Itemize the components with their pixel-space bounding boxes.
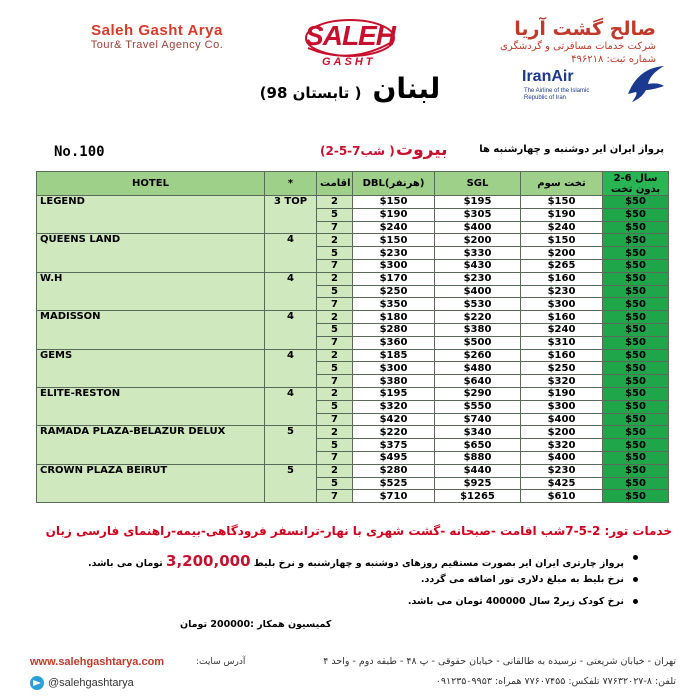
note-infant-rate: نرخ کودک زیر2 سال 400000 تومان می باشد.: [407, 596, 624, 607]
hotel-star-cell: 5: [265, 426, 317, 464]
telegram-icon: [30, 676, 44, 690]
child-price-cell: $50: [603, 439, 669, 452]
nights-cell: 7: [317, 375, 353, 388]
nights-cell: 7: [317, 490, 353, 503]
column-header-star: *: [265, 172, 317, 196]
child-price-cell: $50: [603, 285, 669, 298]
sgl-price-cell: $440: [435, 464, 521, 477]
table-row: [37, 464, 669, 477]
dbl-price-cell: $150: [353, 196, 435, 209]
dbl-price-cell: $280: [353, 323, 435, 336]
sgl-price-cell: $500: [435, 336, 521, 349]
iranair-logo: [520, 64, 680, 108]
sgl-price-cell: $1265: [435, 490, 521, 503]
sgl-price-cell: $230: [435, 272, 521, 285]
child-price-cell: $50: [603, 464, 669, 477]
child-price-cell: $50: [603, 387, 669, 400]
nights-cell: 2: [317, 426, 353, 439]
dbl-price-cell: $360: [353, 336, 435, 349]
flight-info: پرواز ایران ایر دوشنبه و چهارشنبه ها: [479, 144, 664, 155]
tour-subline: [40, 140, 670, 164]
third-bed-price-cell: $425: [521, 477, 603, 490]
note-ticket-added: نرخ بلیط به مبلغ دلاری تور اضافه می گردد.: [420, 574, 624, 585]
third-bed-price-cell: $200: [521, 426, 603, 439]
list-item: [80, 574, 640, 596]
bullet-icon: [633, 577, 638, 582]
third-bed-price-cell: $320: [521, 439, 603, 452]
dbl-price-cell: $300: [353, 362, 435, 375]
nights-cell: 2: [317, 464, 353, 477]
dbl-price-cell: $195: [353, 387, 435, 400]
sgl-price-cell: $650: [435, 439, 521, 452]
logo-wordmark: SALEH: [305, 20, 395, 51]
child-price-cell: $50: [603, 247, 669, 260]
child-price-cell: $50: [603, 362, 669, 375]
bullet-icon: [633, 599, 638, 604]
iranair-tagline: The Airline of the Islamic Republic of Iran: [524, 88, 590, 101]
website-link[interactable]: www.salehgashtarya.com: [30, 656, 165, 668]
list-item: [80, 552, 640, 574]
agency-persian-block: [486, 18, 656, 66]
third-bed-price-cell: $400: [521, 413, 603, 426]
agency-english-subtitle: Tour& Travel Agency Co.: [90, 39, 224, 51]
logo-subword: GASHT: [322, 56, 376, 68]
nights-cell: 5: [317, 477, 353, 490]
sgl-price-cell: $640: [435, 375, 521, 388]
nights-label: (2-5-7شب ): [320, 144, 395, 158]
page-footer: [0, 650, 700, 700]
third-bed-price-cell: $230: [521, 285, 603, 298]
third-bed-price-cell: $265: [521, 259, 603, 272]
table-row: [37, 196, 669, 209]
column-header-stay: اقامت: [317, 172, 353, 196]
nights-cell: 2: [317, 234, 353, 247]
dbl-price-cell: $710: [353, 490, 435, 503]
dbl-price-cell: $525: [353, 477, 435, 490]
child-price-cell: $50: [603, 349, 669, 362]
dbl-price-cell: $240: [353, 221, 435, 234]
dbl-price-cell: $350: [353, 298, 435, 311]
hotel-star-cell: 5: [265, 464, 317, 502]
child-price-cell: $50: [603, 196, 669, 209]
child-price-cell: $50: [603, 400, 669, 413]
sgl-price-cell: $740: [435, 413, 521, 426]
child-price-cell: $50: [603, 259, 669, 272]
agency-registration: شماره ثبت: ۴۹۶۲۱۸: [571, 54, 656, 65]
nights-cell: 5: [317, 323, 353, 336]
third-bed-price-cell: $300: [521, 298, 603, 311]
dbl-price-cell: $180: [353, 311, 435, 324]
tour-number: No.100: [54, 144, 105, 160]
homa-bird-icon: [624, 64, 668, 106]
table-row: [37, 349, 669, 362]
agency-persian-name: صالح گشت آریا: [514, 18, 656, 40]
dbl-price-cell: $300: [353, 259, 435, 272]
child-price-cell: $50: [603, 208, 669, 221]
third-bed-price-cell: $160: [521, 311, 603, 324]
column-header-dbl: DBL(هرنفر): [353, 172, 435, 196]
third-bed-price-cell: $160: [521, 272, 603, 285]
nights-cell: 2: [317, 349, 353, 362]
third-bed-price-cell: $610: [521, 490, 603, 503]
hotel-name-cell: RAMADA PLAZA-BELAZUR DELUX: [37, 426, 265, 464]
dbl-price-cell: $280: [353, 464, 435, 477]
nights-cell: 5: [317, 439, 353, 452]
child-price-cell: $50: [603, 298, 669, 311]
hotel-name-cell: W.H: [37, 272, 265, 310]
child-price-cell: $50: [603, 490, 669, 503]
sgl-price-cell: $380: [435, 323, 521, 336]
sgl-price-cell: $550: [435, 400, 521, 413]
nights-cell: 7: [317, 451, 353, 464]
hotel-name-cell: GEMS: [37, 349, 265, 387]
sgl-price-cell: $305: [435, 208, 521, 221]
sgl-price-cell: $220: [435, 311, 521, 324]
child-price-cell: $50: [603, 336, 669, 349]
hotel-name-cell: ELITE-RESTON: [37, 387, 265, 425]
third-bed-price-cell: $150: [521, 196, 603, 209]
table-row: [37, 426, 669, 439]
agency-persian-subtitle: شرکت خدمات مسافرتی و گردشگری: [500, 41, 656, 52]
sgl-price-cell: $480: [435, 362, 521, 375]
third-bed-price-cell: $230: [521, 464, 603, 477]
third-bed-price-cell: $250: [521, 362, 603, 375]
partner-commission: کمیسیون همکار :200000 تومان: [180, 619, 332, 630]
dbl-price-cell: $170: [353, 272, 435, 285]
nights-cell: 7: [317, 259, 353, 272]
dbl-price-cell: $230: [353, 247, 435, 260]
table-row: [37, 311, 669, 324]
sgl-price-cell: $195: [435, 196, 521, 209]
third-bed-price-cell: $190: [521, 208, 603, 221]
column-header-child: 2-6 سال بدون تخت: [603, 172, 669, 196]
sgl-price-cell: $200: [435, 234, 521, 247]
social-handle[interactable]: [30, 676, 134, 690]
hotel-star-cell: 4: [265, 234, 317, 272]
website-label: آدرس سایت:: [196, 657, 246, 667]
hotel-name-cell: LEGEND: [37, 196, 265, 234]
sgl-price-cell: $530: [435, 298, 521, 311]
list-item: [80, 596, 640, 618]
ticket-price: 3,200,000: [166, 552, 251, 570]
child-price-cell: $50: [603, 375, 669, 388]
sgl-price-cell: $340: [435, 426, 521, 439]
saleh-gasht-logo: [300, 8, 400, 80]
child-price-cell: $50: [603, 221, 669, 234]
third-bed-price-cell: $320: [521, 375, 603, 388]
rates-table: [36, 171, 669, 503]
page-header: [0, 0, 700, 112]
child-price-cell: $50: [603, 323, 669, 336]
destination-title: لبنان: [372, 72, 441, 105]
hotel-name-cell: QUEENS LAND: [37, 234, 265, 272]
third-bed-price-cell: $240: [521, 221, 603, 234]
dbl-price-cell: $220: [353, 426, 435, 439]
dbl-price-cell: $150: [353, 234, 435, 247]
rates-table-body: [37, 196, 669, 503]
tour-services: خدمات تور: 2-5-7شب اقامت -صبحانه -گشت شهری با نهار-ترانسفر فرودگاهی-بیمه-راهنمای فارسی زبان: [45, 524, 672, 538]
dbl-price-cell: $190: [353, 208, 435, 221]
third-bed-price-cell: $400: [521, 451, 603, 464]
table-row: [37, 234, 669, 247]
third-bed-price-cell: $150: [521, 234, 603, 247]
nights-cell: 5: [317, 285, 353, 298]
sgl-price-cell: $925: [435, 477, 521, 490]
social-handle-text: @salehgashtarya: [48, 676, 134, 689]
child-price-cell: $50: [603, 234, 669, 247]
nights-cell: 5: [317, 247, 353, 260]
child-price-cell: $50: [603, 311, 669, 324]
nights-cell: 7: [317, 221, 353, 234]
column-header-third-bed: تخت سوم: [521, 172, 603, 196]
third-bed-price-cell: $240: [521, 323, 603, 336]
nights-cell: 2: [317, 272, 353, 285]
nights-cell: 5: [317, 208, 353, 221]
sgl-price-cell: $400: [435, 221, 521, 234]
dbl-price-cell: $250: [353, 285, 435, 298]
third-bed-price-cell: $310: [521, 336, 603, 349]
child-price-cell: $50: [603, 477, 669, 490]
phone-numbers: تلفن: ۸-۷۷۶۳۲۰۲۷ تلفکس: ۷۷۶۰۷۴۵۵ همراه: ۰۹۱۲۳۵۰۹۹۵۳: [435, 676, 676, 687]
dbl-price-cell: $420: [353, 413, 435, 426]
sgl-price-cell: $260: [435, 349, 521, 362]
nights-cell: 7: [317, 336, 353, 349]
dbl-price-cell: $320: [353, 400, 435, 413]
dbl-price-cell: $495: [353, 451, 435, 464]
nights-cell: 2: [317, 311, 353, 324]
child-price-cell: $50: [603, 272, 669, 285]
city-label: بیروت: [396, 140, 448, 160]
hotel-star-cell: 4: [265, 272, 317, 310]
nights-cell: 2: [317, 387, 353, 400]
bullet-icon: [633, 555, 638, 560]
table-row: [37, 272, 669, 285]
agency-english-block: [72, 22, 242, 51]
hotel-star-cell: 4: [265, 311, 317, 349]
address-text: تهران - خیابان شریعتی - نرسیده به طالقانی - خیابان حقوقی - پ ۴۸ - طبقه دوم - واحد ۴: [323, 656, 676, 667]
sgl-price-cell: $290: [435, 387, 521, 400]
column-header-hotel: HOTEL: [37, 172, 265, 196]
third-bed-price-cell: $190: [521, 387, 603, 400]
page-title: [200, 72, 500, 112]
third-bed-price-cell: $300: [521, 400, 603, 413]
nights-cell: 7: [317, 413, 353, 426]
dbl-price-cell: $185: [353, 349, 435, 362]
nights-cell: 5: [317, 362, 353, 375]
sgl-price-cell: $330: [435, 247, 521, 260]
table-row: [37, 387, 669, 400]
dbl-price-cell: $380: [353, 375, 435, 388]
hotel-star-cell: 3 TOP: [265, 196, 317, 234]
dbl-price-cell: $375: [353, 439, 435, 452]
third-bed-price-cell: $160: [521, 349, 603, 362]
notes-list: [80, 552, 640, 618]
child-price-cell: $50: [603, 426, 669, 439]
child-price-cell: $50: [603, 413, 669, 426]
hotel-star-cell: 4: [265, 387, 317, 425]
sgl-price-cell: $400: [435, 285, 521, 298]
note-flight-tail: تومان می باشد.: [87, 558, 163, 569]
nights-cell: 5: [317, 400, 353, 413]
sgl-price-cell: $430: [435, 259, 521, 272]
nights-cell: 7: [317, 298, 353, 311]
third-bed-price-cell: $200: [521, 247, 603, 260]
sgl-price-cell: $880: [435, 451, 521, 464]
nights-cell: 2: [317, 196, 353, 209]
column-header-sgl: SGL: [435, 172, 521, 196]
hotel-star-cell: 4: [265, 349, 317, 387]
hotel-name-cell: MADISSON: [37, 311, 265, 349]
child-price-cell: $50: [603, 451, 669, 464]
iranair-brand: IranAir: [522, 68, 574, 85]
season-label: ( تابستان 98): [259, 84, 362, 102]
hotel-name-cell: CROWN PLAZA BEIRUT: [37, 464, 265, 502]
table-header-row: [37, 172, 669, 196]
note-flight-text: پرواز چارتری ایران ایر بصورت مستقیم روزهای دوشنبه و چهارشنبه و نرخ بلیط: [253, 558, 624, 569]
agency-english-name: Saleh Gasht Arya: [91, 22, 223, 39]
